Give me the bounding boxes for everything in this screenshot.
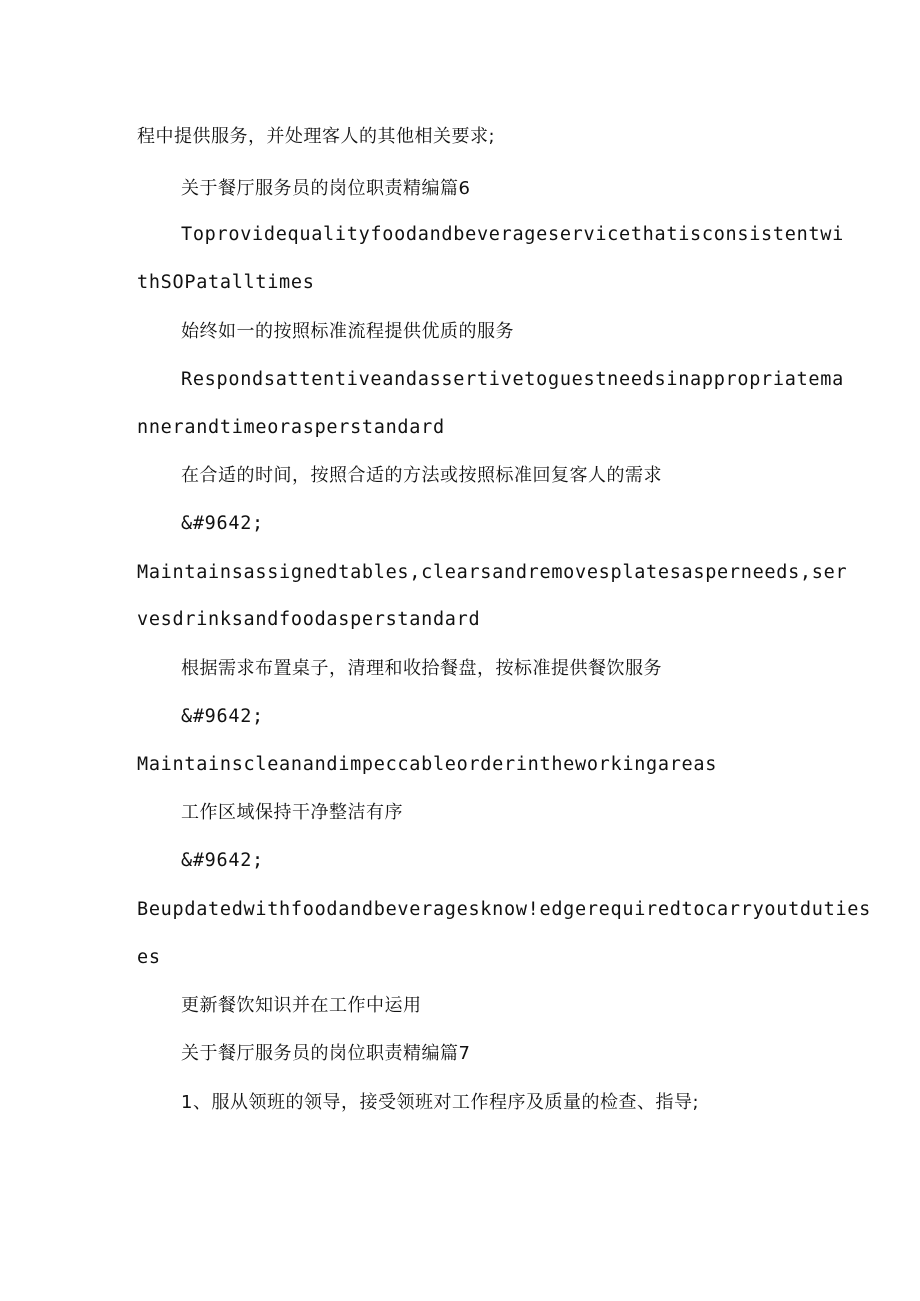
bullet-entity-text: &#9642; [181, 513, 264, 534]
text-line: 工作区域保持干净整洁有序 [181, 802, 403, 823]
bullet-entity-text: &#9642; [181, 850, 264, 871]
text-line: 1、服从领班的领导，接受领班对工作程序及质量的检查、指导; [181, 1092, 700, 1113]
text-line: thSOPatalltimes [137, 272, 315, 293]
text-line: 程中提供服务，并处理客人的其他相关要求; [137, 126, 496, 147]
text-line: Maintainsassignedtables,clearsandremovesplatesasperneeds,ser [137, 562, 848, 583]
text-line: Respondsattentiveandassertivetoguestneedsinappropriatema [181, 369, 844, 390]
text-line: Beupdatedwithfoodandbeveragesknow!edgerequiredtocarryoutduties [137, 899, 871, 920]
bullet-entity-text: &#9642; [181, 706, 264, 727]
text-line: es [137, 947, 161, 968]
text-line: Toprovidequalityfoodandbeverageservicethatisconsistentwi [181, 224, 844, 245]
text-line: 始终如一的按照标准流程提供优质的服务 [181, 321, 514, 342]
section-heading: 关于餐厅服务员的岗位职责精编篇6 [181, 178, 471, 199]
text-line: Maintainscleanandimpeccableorderintheworkingareas [137, 754, 718, 775]
text-line: 根据需求布置桌子，清理和收拾餐盘，按标准提供餐饮服务 [181, 658, 662, 679]
text-line: 在合适的时间，按照合适的方法或按照标准回复客人的需求 [181, 465, 662, 486]
section-heading: 关于餐厅服务员的岗位职责精编篇7 [181, 1043, 471, 1064]
text-line: nnerandtimeorasperstandard [137, 417, 445, 438]
text-line: 更新餐饮知识并在工作中运用 [181, 995, 422, 1016]
text-line: vesdrinksandfoodasperstandard [137, 609, 481, 630]
